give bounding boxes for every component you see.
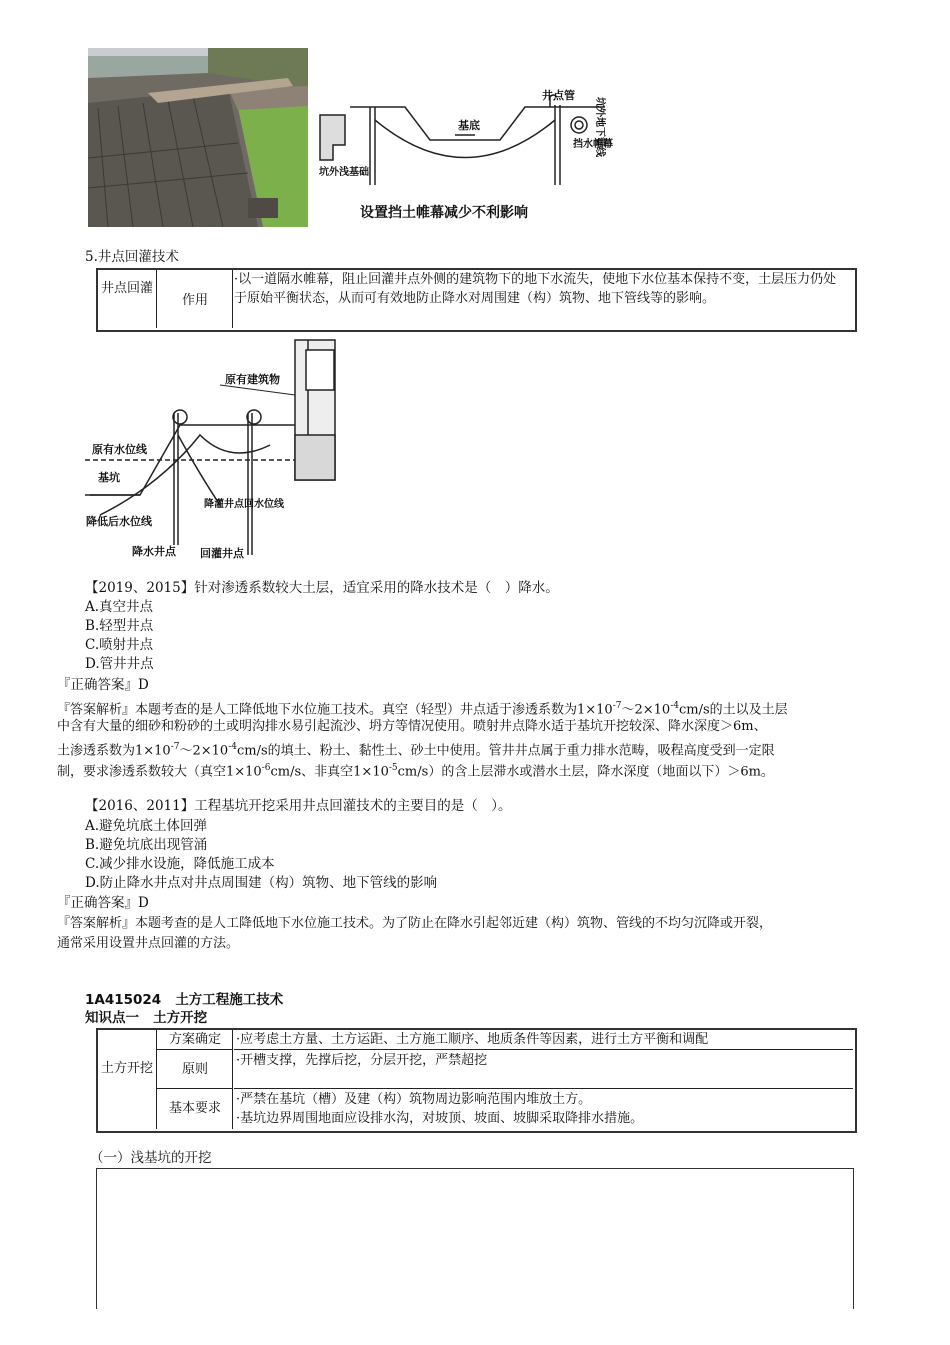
- figure2-orig-water-label: 原有水位线: [92, 443, 147, 456]
- pit-photo: [88, 48, 308, 227]
- figure2-building-label: 原有建筑物: [225, 373, 280, 386]
- q1-stem: 【2019、2015】针对渗透系数较大土层，适宜采用的降水技术是（ ）降水。: [85, 580, 559, 596]
- figure2-recharge-level-label: 降灌井点回水位线: [204, 499, 284, 510]
- q1-option-a: A.真空井点: [85, 599, 154, 615]
- q1-analysis-line3: 土渗透系数为$1\times 10^{-7}\sim 2\times 10^{-4}cm/s$的填土、粉土、黏性土、砂土中使用。管井井点属于重力排水范畴，吸程高度受到一定限: [57, 742, 775, 759]
- earthwork-row1-label: 方案确定: [168, 1032, 221, 1047]
- q2-stem: 【2016、2011】工程基坑开挖采用井点回灌技术的主要目的是（ ）。: [85, 798, 512, 814]
- q1-option-c: C.喷射井点: [85, 637, 154, 653]
- q1-option-b: B.轻型井点: [85, 618, 154, 634]
- figure1-pipe-label: 井点管: [542, 89, 575, 102]
- knowledge-point-heading: 知识点一 土方开挖: [85, 1010, 208, 1026]
- earthwork-row3-label: 基本要求: [168, 1101, 221, 1116]
- earthwork-row1-content: ·应考虑土方量、土方运距、土方施工顺序、地质条件等因素，进行土方平衡和调配: [236, 1032, 709, 1047]
- figure2-lowered-water-label: 降低后水位线: [86, 515, 152, 528]
- recharge-table-content: ·以一道隔水帷幕，阻止回灌井点外侧的建筑物下的地下水流失，使地下水位基本保持不变，土层压力仍处于原始平衡状态，从而可有效地防止降水对周围建（构）筑物、地下管线等的影响。: [234, 272, 837, 306]
- q2-analysis-line2: 通常采用设置井点回灌的方法。: [57, 936, 240, 951]
- q1-option-d: D.管井井点: [85, 656, 154, 672]
- section5-heading: 5.井点回灌技术: [85, 249, 179, 265]
- section2-heading: 1A415024 土方工程施工技术: [85, 992, 284, 1008]
- q2-option-c: C.减少排水设施，降低施工成本: [85, 856, 275, 872]
- earthwork-row3-content-2: ·基坑边界周围地面应设排水沟，对坡顶、坡面、坡脚采取降排水措施。: [236, 1111, 644, 1126]
- q1-analysis-line4: 制，要求渗透系数较大（真空$1\times 10^{-6}cm/s$、非真空$1\times 10^{-5}cm/s$）的含上层滞水或潜水土层，降水深度（地面以下）＞6m。: [57, 763, 774, 780]
- shallow-pit-box: [96, 1168, 854, 1309]
- recharge-diagram: [80, 335, 345, 565]
- figure1-curtain-label: 挡水帷幕: [573, 139, 613, 150]
- earthwork-row2-label: 原则: [181, 1062, 208, 1077]
- figure1-outside-pipeline-label: 坑外地下管线: [594, 97, 605, 157]
- figure2-recharge-well-label: 回灌井点: [200, 547, 244, 560]
- figure2-pit-label: 基坑: [98, 471, 120, 484]
- q1-analysis-line1: 『答案解析』本题考查的是人工降低地下水位施工技术。真空（轻型）井点适于渗透系数为$1\times 10^{-7}\sim 2\times 10^{-4}cm/s$的土以及土层: [57, 701, 788, 718]
- q2-option-d: D.防止降水井点对井点周围建（构）筑物、地下管线的影响: [85, 875, 438, 891]
- recharge-table-col1: 井点回灌: [100, 281, 153, 296]
- figure1-caption: 设置挡土帷幕减少不利影响: [360, 205, 528, 221]
- recharge-table-col2: 作用: [181, 293, 208, 308]
- earthwork-group-label: 土方开挖: [100, 1061, 153, 1076]
- earthwork-row3-content-1: ·严禁在基坑（槽）及建（构）筑物周边影响范围内堆放土方。: [236, 1092, 592, 1107]
- figure1-base-label: 基底: [458, 119, 480, 132]
- curtain-diagram: [315, 85, 615, 225]
- q1-answer: 『正确答案』D: [57, 677, 149, 693]
- figure1-outside-foundation-label: 坑外浅基础: [319, 167, 369, 178]
- q2-answer: 『正确答案』D: [57, 895, 149, 911]
- q2-option-b: B.避免坑底出现管涌: [85, 837, 208, 853]
- q1-analysis-line2: 中含有大量的细砂和粉砂的土或明沟排水易引起流沙、坍方等情况使用。喷射井点降水适于基坑开挖较深、降水深度＞6m、: [57, 719, 767, 734]
- q2-analysis-line1: 『答案解析』本题考查的是人工降低地下水位施工技术。为了防止在降水引起邻近建（构）筑物、管线的不均匀沉降或开裂，: [57, 916, 773, 931]
- q2-option-a: A.避免坑底土体回弹: [85, 818, 208, 834]
- shallow-pit-heading: （一）浅基坑的开挖: [90, 1150, 212, 1166]
- figure2-dewater-well-label: 降水井点: [132, 545, 176, 558]
- earthwork-row2-content: ·开槽支撑，先撑后挖，分层开挖，严禁超挖: [236, 1053, 488, 1068]
